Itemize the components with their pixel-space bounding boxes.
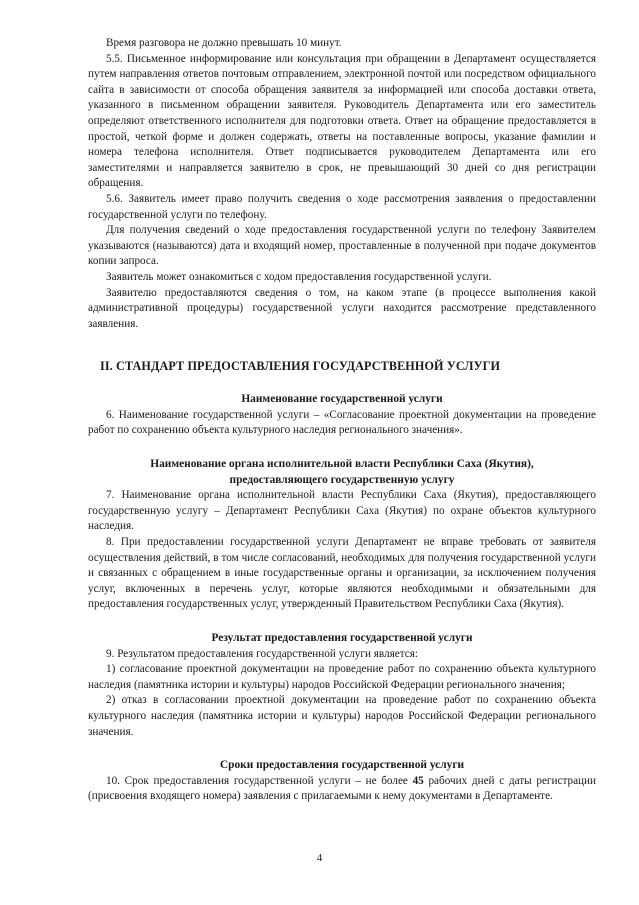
emphasized-number: 45 (412, 774, 424, 787)
section-title: II. СТАНДАРТ ПРЕДОСТАВЛЕНИЯ ГОСУДАРСТВЕННОЙ УСЛУГИ (100, 359, 501, 374)
subsection-heading: предоставляющего государственную услугу (229, 473, 455, 486)
paragraph: 9. Результатом предоставления государственной услуги является: (106, 647, 418, 660)
paragraph: Время разговора не должно превышать 10 минут. (106, 37, 342, 49)
subsection-heading: Наименование органа исполнительной власти Республики Саха (Якутия), (150, 458, 534, 471)
paragraph: Заявитель может ознакомиться с ходом предоставления государственной услуги. (106, 270, 492, 283)
page-number: 4 (316, 852, 323, 864)
document-body (88, 36, 596, 805)
subsection-heading: Результат предоставления государственной услуги (211, 632, 473, 644)
paragraph: 7. Наименование органа исполнительной власти Республики Саха (Якутия), предоставляющего государственную услугу – Департамент Республики Саха (Якутия) по охране объектов культурного наследия. (88, 489, 596, 533)
paragraph: 5.5. Письменное информирование или консультация при обращении в Департамент осуществляется путем направления ответов почтовым отправлением, электронной почтой или посредством официального сайта в зависимости от способа обращения заявителя за информацией или способа доставки ответа, указанного в письменном обращении заявителя. Руководитель Департамента или его заместитель определяют ответственного исполнителя для подготовки ответа. Ответ на обращение предоставляется в простой, четкой форме и должен содержать, ответы на поставленные вопросы, указание фамилии и номера телефона исполнителя. Ответ подписывается руководителем Департамента или его заместителями и направляется заявителю в срок, не превышающий 30 дней со дня регистрации обращения. (88, 52, 596, 190)
paragraph: 2) отказ в согласовании проектной документации на проведение работ по сохранению объекта культурного наследия (памятника истории и культуры) народов Российской Федерации регионального значения. (88, 694, 596, 738)
subsection-heading: Наименование государственной услуги (241, 393, 443, 406)
paragraph: 8. При предоставлении государственной услуги Департамент не вправе требовать от заявителя осуществления действий, в том числе согласований, необходимых для получения государственной услуги и связанных с обращением в иные государственные органы и организации, за исключением получения услуг, включенных в перечень услуг, которые являются необходимыми и обязательными для предоставления государственных услуг, утвержденный Правительством Республики Саха (Якутия). (88, 536, 596, 611)
paragraph: 6. Наименование государственной услуги – «Согласование проектной документации на проведение работ по сохранению объекта культурного наследия регионального значения». (88, 408, 596, 437)
paragraph-text: 10. Срок предоставления государственной услуги – не более (106, 774, 413, 787)
subsection-heading: Сроки предоставления государственной услуги (219, 759, 465, 772)
paragraph: Для получения сведений о ходе предоставления государственной услуги по телефону Заявителем указываются (называются) дата и входящий номер, проставленные в полученной при подаче документов копии запроса. (88, 224, 596, 268)
paragraph (88, 774, 596, 805)
paragraph: Заявителю предоставляются сведения о том, на каком этапе (в процессе выполнения какой административной процедуры) государственной услуги находится рассмотрение представленного заявления. (88, 286, 596, 330)
paragraph: 5.6. Заявитель имеет право получить сведения о ходе рассмотрения заявления о предоставлении государственной услуги по телефону. (88, 192, 596, 221)
paragraph-text: рабочих дней с даты регистрации (присвоения входящего номера) заявления с прилагаемыми к нему документами в Департаменте. (88, 774, 597, 803)
paragraph: 1) согласование проектной документации на проведение работ по сохранению объекта культурного наследия (памятника истории и культуры) народов Российской Федерации регионального значения; (88, 663, 596, 691)
